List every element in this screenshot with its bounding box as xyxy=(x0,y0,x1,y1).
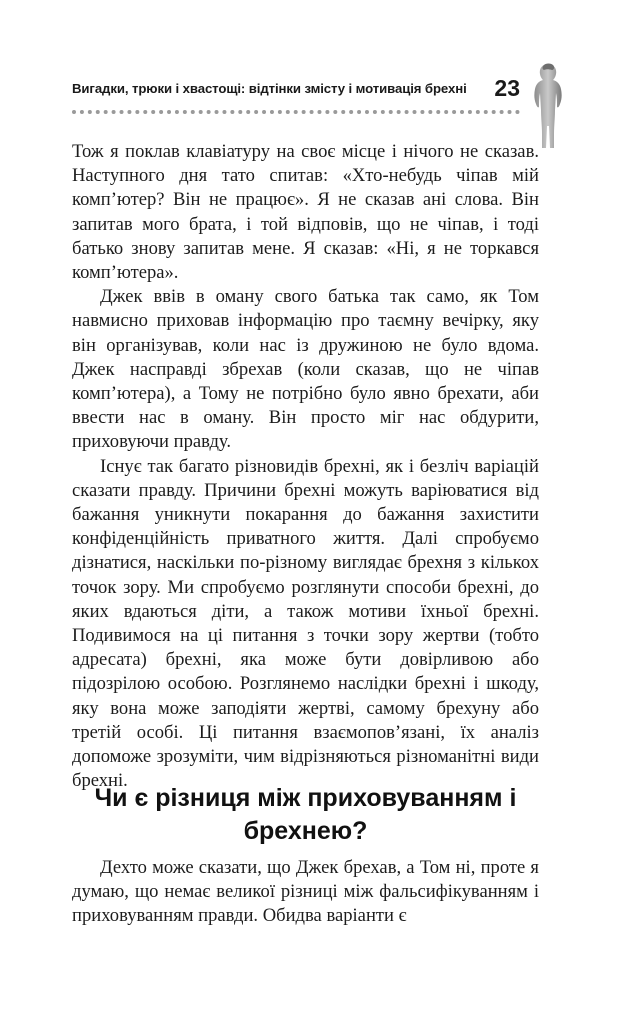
page-header xyxy=(72,75,520,105)
paragraph: Дехто може сказати, що Джек брехав, а Том ні, проте я думаю, що немає великої різниці між фальсифікуванням і приховуванням правди. Обидва варіанти є xyxy=(72,857,539,927)
header-dotted-rule xyxy=(72,110,520,114)
paragraph: Джек ввів в оману свого батька так само, як Том навмисно приховав інформацію про таємну вечірку, яку він організував, коли нас із дружиною не було вдома. Джек насправді збрехав (коли сказав, що не чіпав комп’ютера), а Тому не потрібно було явно брехати, аби ввести нас в оману. Він просто міг нас обдурити, приховуючи правду. xyxy=(72,286,539,453)
paragraph: Тож я поклав клавіатуру на своє місце і нічого не сказав. Наступного дня тато спитав: «Хто-небудь чіпав мій комп’ютер? Він не працює». Я не сказав ані слова. Він запитав мого брата, і той відповів, що не чіпав, і тоді батько знову запитав мене. Я сказав: «Ні, я не торкався комп’ютера». xyxy=(72,141,539,284)
running-head: Вигадки, трюки і хвастощі: відтінки змісту і мотивація брехні xyxy=(72,81,467,96)
section-heading: Чи є різниця між приховуванням і брехнею? xyxy=(94,784,517,845)
main-text xyxy=(72,140,539,793)
section-text xyxy=(72,856,539,929)
human-silhouette-icon xyxy=(530,62,566,152)
page-number: 23 xyxy=(494,75,520,101)
paragraph: Існує так багато різновидів брехні, як і безліч варіацій сказати правду. Причини брехні можуть варіюватися від бажання уникнути покарання до бажання захистити конфіденційність приватного життя. Далі спробуємо дізнатися, наскільки по-різному виглядає брехня з кількох точок зору. Ми спробуємо розглянути способи брехні, до яких вдаються діти, а також мотиви їхньої брехні. Подивимося на ці питання з точки зору жертви (тобто адресата) брехні, яка може бути довірливою або підозрілою особою. Розглянемо наслідки брехні і шкоду, яку вона може заподіяти жертві, самому брехуну або третій особі. Ці питання взаємопов’язані, їх аналіз допоможе зрозуміти, чим відрізняються різноманітні види брехні. xyxy=(72,455,539,792)
